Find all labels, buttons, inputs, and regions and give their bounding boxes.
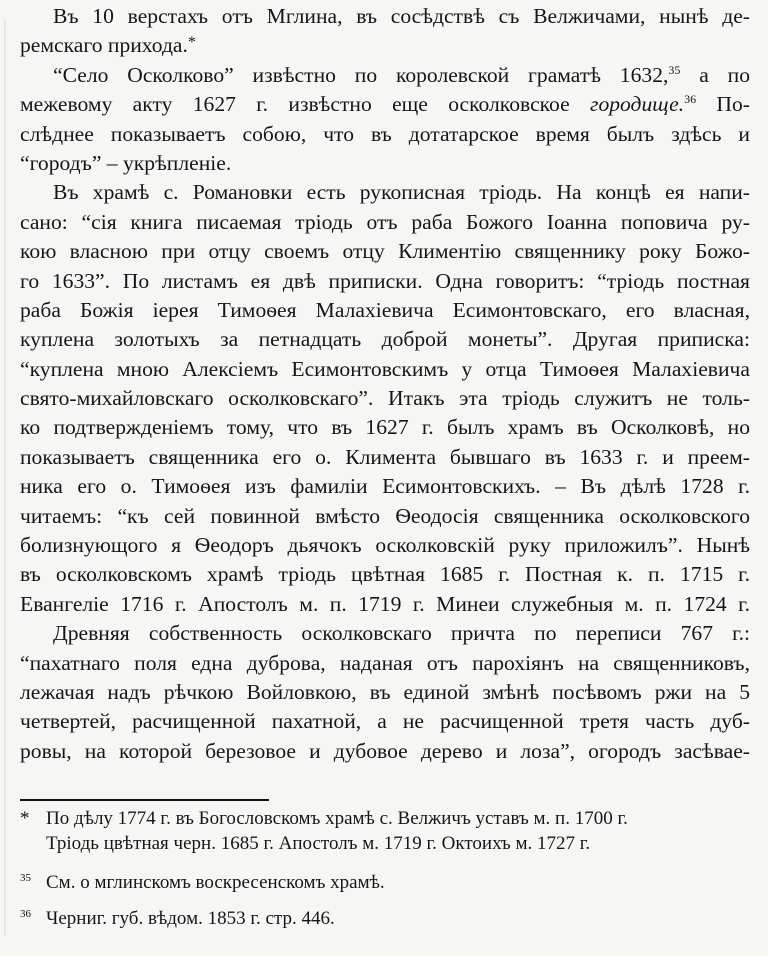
line-text: ника его о. Тимоѳея изъ фамиліи Есимонтовскихъ. – Въ дѣлѣ 1728 г.: [20, 474, 750, 499]
footnote-text: См. о мглинскомъ воскресенскомъ храмѣ.: [46, 872, 385, 893]
text-line: [20, 707, 750, 736]
text-line: [20, 531, 750, 560]
text-line: [20, 149, 750, 178]
line-text: межевому акту 1627 г. извѣстно еще осколковское: [20, 92, 591, 117]
main-text: [20, 2, 750, 766]
text-line: [20, 502, 750, 531]
footnote-ref-35: 35: [668, 62, 681, 77]
text-line: [20, 237, 750, 266]
footnote-star-ref: *: [187, 34, 196, 52]
line-text: куплена золотыхъ за петнадцать доброй монеты”. Другая приписка:: [20, 327, 750, 352]
text-line: [20, 619, 750, 648]
line-text: раба Божія іерея Тимоѳея Малахіевича Есимонтовскаго, его власная,: [20, 297, 750, 322]
footnote-text: По дѣлу 1774 г. въ Богословскомъ храмѣ с. Велжичъ уставъ м. п. 1700 г.: [46, 808, 628, 829]
line-text: въ осколковскомъ храмѣ тріодь цвѣтная 1685 г. Постная к. п. 1715 г.: [20, 562, 750, 587]
line-text: Въ 10 верстахъ отъ Мглина, въ сосѣдствѣ съ Велжичами, нынѣ де-: [53, 4, 750, 28]
text-line: [20, 267, 750, 296]
text-line: [20, 413, 750, 442]
line-text: ровы, на которой березовое и дубовое дерево и лоза”, огородъ засѣвае-: [20, 738, 750, 763]
text-line: [20, 384, 750, 413]
footnotes: [20, 806, 750, 927]
line-text: Древняя собственность осколковскаго причта по переписи 767 г.:: [53, 621, 750, 646]
line-text: Въ храмѣ с. Романовки есть рукописная тріодь. На концѣ ея напи-: [53, 180, 750, 205]
footnote-mark: [20, 866, 46, 895]
footnote-35: [20, 866, 750, 891]
line-text: ремскаго прихода.: [20, 33, 188, 58]
line-text: свято-михайловскаго осколковскаго”. Итакъ эта тріодь служитъ не толь-: [20, 386, 750, 411]
line-text: лежачая надъ рѣчкою Войловкою, въ единой змѣнѣ посѣвомъ ржи на 5: [20, 679, 750, 704]
footnote-text: Черниг. губ. вѣдом. 1853 г. стр. 446.: [46, 908, 335, 929]
text-line: [20, 90, 750, 119]
footnote-number: 36: [20, 908, 31, 920]
line-text: а по: [680, 62, 751, 87]
text-line: [20, 208, 750, 237]
footnote-text: Тріодь цвѣтная черн. 1685 г. Апостолъ м. 1719 г. Октоихъ м. 1727 г.: [46, 833, 591, 854]
text-line: [20, 560, 750, 589]
footnote-mark: *: [20, 808, 30, 829]
text-line: [20, 61, 750, 90]
footnote-36: [20, 902, 750, 927]
text-line: [20, 2, 750, 31]
footnote-ref-36: 36: [684, 92, 697, 107]
line-text: слѣднее показываетъ собою, что въ дотатарское время былъ здѣсь и: [20, 121, 750, 146]
line-text: Евангеліе 1716 г. Апостолъ м. п. 1719 г. Минеи служебныя м. п. 1724 г.: [20, 591, 750, 616]
line-text: четвертей, расчищенной пахатной, а не расчищенной третя часть дуб-: [20, 709, 750, 734]
text-line: [20, 649, 750, 678]
footnote-divider: [20, 799, 269, 801]
line-text: ко подтвержденіемъ тому, что въ 1627 г. былъ храмъ въ Осколковѣ, но: [20, 415, 750, 440]
text-line: [20, 355, 750, 384]
line-text: го 1633”. По листамъ ея двѣ приписки. Одна говоритъ: “тріодь постная: [20, 268, 750, 293]
line-text: показываетъ священника его о. Климента бывшаго въ 1633 г. и преем-: [20, 444, 750, 469]
footnote-mark: [20, 902, 46, 931]
line-text: По-: [696, 92, 750, 117]
line-text: “Село Осколково” извѣстно по королевской граматѣ 1632,: [53, 62, 669, 87]
text-line: [20, 678, 750, 707]
text-line: [20, 472, 750, 501]
line-text: “куплена мною Алексіемъ Есимонтовскимъ у отца Тимоѳея Малахіевича: [20, 356, 750, 381]
line-text: читаемъ: “къ сей повинной вмѣсто Ѳеодосія священника осколковского: [20, 503, 750, 528]
scan-edge-mark: [2, 0, 10, 956]
text-line: [20, 325, 750, 354]
footnote-number: 35: [20, 872, 31, 884]
text-line: [20, 31, 750, 60]
text-line: [20, 737, 750, 766]
text-line: [20, 443, 750, 472]
text-line: [20, 590, 750, 619]
line-text: болизнующого я Ѳеодоръ дьячокъ осколковскій руку приложилъ”. Нынѣ: [20, 533, 750, 558]
line-text: кою власною при отцу своемъ отцу Климентію священнику року Божо-: [20, 239, 750, 264]
footnote-star: [20, 806, 750, 856]
text-line: [20, 120, 750, 149]
italic-word: городище.: [590, 92, 685, 117]
text-line: [20, 296, 750, 325]
line-text: сано: “сія книга писаемая тріодь отъ раба Божого Іоанна поповича ру-: [20, 209, 750, 234]
line-text: “пахатнаго поля една дуброва, наданая отъ парохіянъ на священниковъ,: [20, 650, 750, 675]
text-line: [20, 178, 750, 207]
line-text: “городъ” – укрѣпленіе.: [20, 150, 232, 175]
